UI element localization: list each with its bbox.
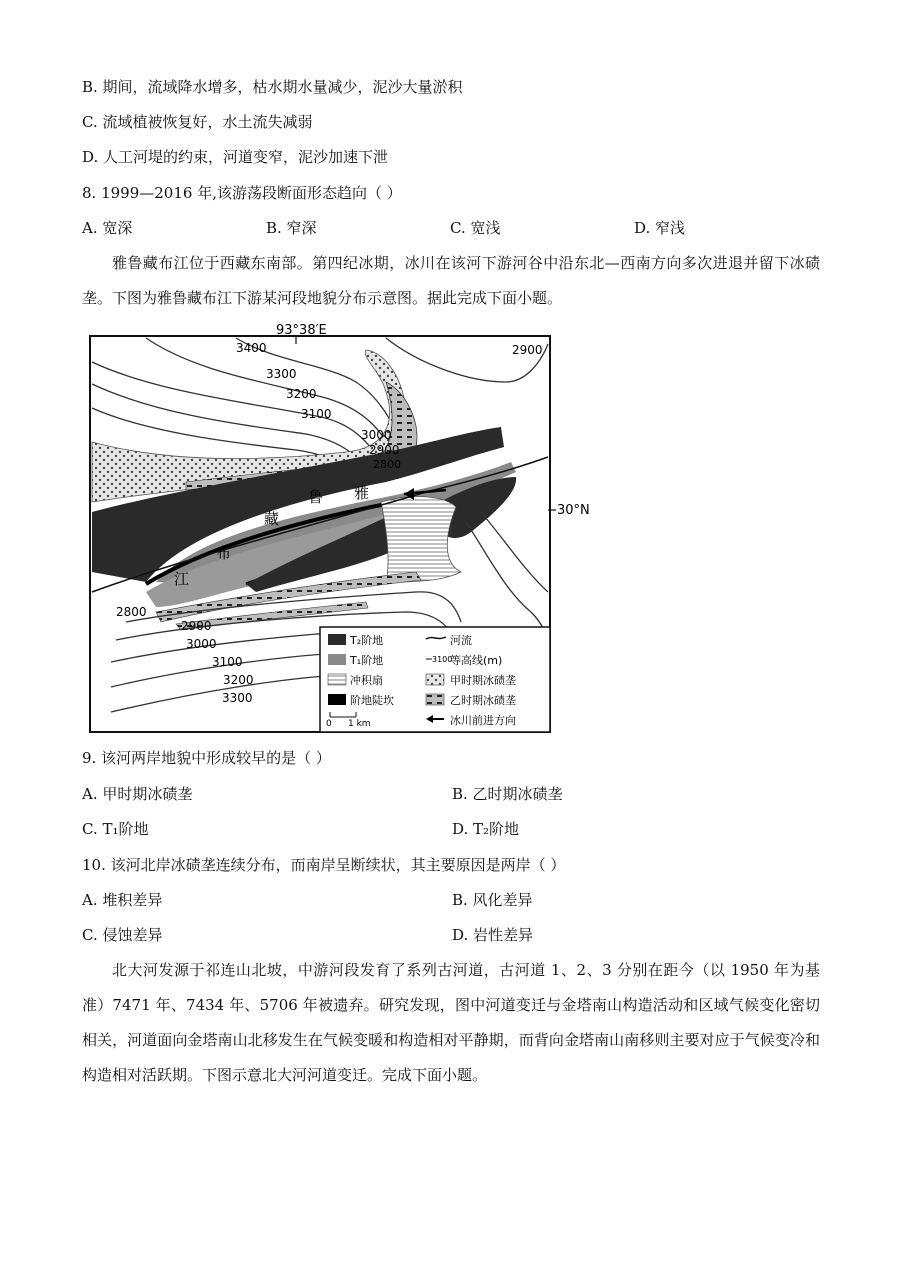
contour-label-s3: 3100 [212,655,243,669]
legend-fan: 冲积扇 [350,674,383,687]
legend-glacier-dir: 冰川前进方向 [450,714,516,727]
latitude-label: 30°N [557,503,590,518]
q7-option-b: B. 期间，流域降水增多，枯水期水量减少，泥沙大量淤积 [82,78,463,96]
river-char-3: 藏 [264,510,280,528]
q7-option-d: D. 人工河堤的约束，河道变窄，泥沙加速下泄 [82,148,389,166]
landform-map [86,322,596,734]
legend-moraine-a: 甲时期冰碛垄 [450,674,516,687]
q8-option-d: D. 窄浅 [634,219,686,237]
river-char-4: 布 [216,544,232,562]
q10-stem: 10. 该河北岸冰碛垄连续分布，而南岸呈断续状，其主要原因是两岸（ ） [82,856,566,874]
contour-label-s0: 2800 [116,605,147,619]
legend-contour: 等高线(m) [450,654,503,667]
q8-option-c: C. 宽浅 [450,219,501,237]
passage-yarlung: 雅鲁藏布江位于西藏东南部。第四纪冰期，冰川在该河下游河谷中沿东北—西南方向多次进退并留下冰碛垄。下图为雅鲁藏布江下游某河段地貌分布示意图。据此完成下面小题。 [82,254,820,307]
legend-scale-0: 0 [326,719,332,729]
contour-label-s5: 3300 [222,691,253,705]
q8-stem: 8. 1999—2016 年,该游荡段断面形态趋向（ ） [82,184,402,202]
q10-option-b: B. 风化差异 [452,891,533,909]
contour-label-s1: 2900 [181,619,212,633]
legend-river: 河流 [450,634,472,647]
passage-beida-river: 北大河发源于祁连山北坡，中游河段发育了系列古河道，古河道 1、2、3 分别在距今（以 1950 年为基准）7471 年、7434 年、5706 年被遗弃。研究发现，图中河道变迁与金塔南山构造活动和区域气候变化密切相关，河道面向金塔南山北移发生在气候变暖和构造相对平静期，而背向金塔南山南移则主要对应于气候变冷和构造相对活跃期。下图示意北大河河道变迁。完成下面小题。 [82,961,820,1084]
legend-t2: T₂阶地 [350,634,384,647]
river-char-2: 鲁 [308,488,324,506]
contour-label-n5: 2900 [369,443,400,457]
map-legend [320,627,550,732]
q10-option-c: C. 侵蚀差异 [82,926,163,944]
contour-label-ne: 2900 [512,343,543,357]
legend-scale-1: 1 km [348,719,371,729]
contour-label-n2: 3200 [286,387,317,401]
q9-option-b: B. 乙时期冰碛垄 [452,785,563,803]
q9-option-d: D. T₂阶地 [452,820,520,838]
q7-option-c: C. 流域植被恢复好，水土流失减弱 [82,113,313,131]
contour-label-n1: 3300 [266,367,297,381]
river-char-1: 雅 [354,484,370,502]
contour-label-n6: 2800 [373,458,401,471]
q8-option-a: A. 宽深 [82,219,133,237]
legend-moraine-b: 乙时期冰碛垄 [450,694,516,707]
river-char-5: 江 [174,570,190,588]
q9-option-a: A. 甲时期冰碛垄 [82,785,193,803]
q10-option-d: D. 岩性差异 [452,926,534,944]
q9-stem: 9. 该河两岸地貌中形成较早的是（ ） [82,749,331,767]
contour-label-n0: 3400 [236,341,267,355]
contour-label-s4: 3200 [223,673,254,687]
q9-option-c: C. T₁阶地 [82,820,149,838]
longitude-label: 93°38′E [276,323,327,338]
legend-contour-sample: 3100 [432,655,453,664]
legend-t1: T₁阶地 [350,654,384,667]
contour-label-s2: 3000 [186,637,217,651]
contour-label-n3: 3100 [301,407,332,421]
q10-option-a: A. 堆积差异 [82,891,163,909]
q8-option-b: B. 窄深 [266,219,317,237]
contour-label-n4: 3000 [361,428,392,442]
legend-scarp: 阶地陡坎 [350,694,394,707]
